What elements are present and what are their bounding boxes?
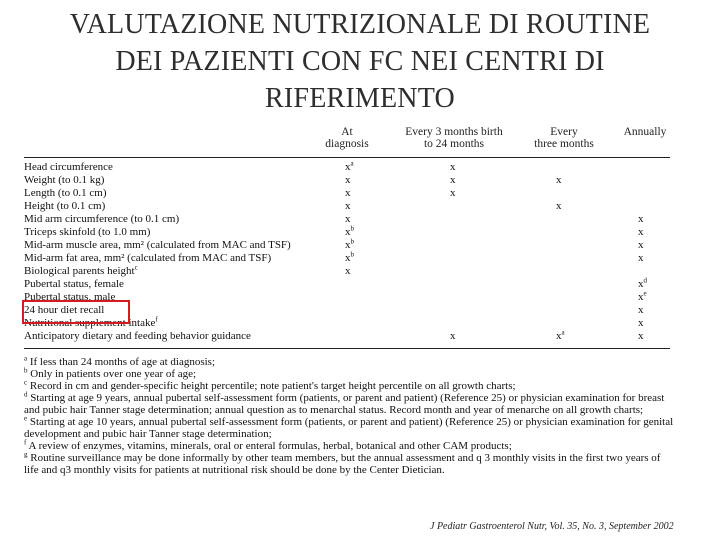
table-row — [24, 161, 670, 174]
table-row — [24, 174, 670, 187]
footnote-marker: f — [24, 438, 27, 447]
footnote-line: development and pubic hair Tanner stage determination; — [24, 428, 272, 440]
table-cell-mark: x — [556, 174, 562, 186]
footnote-marker: d — [24, 390, 28, 399]
row-label: Mid-arm muscle area, mm² (calculated from MAC and TSF) — [24, 239, 291, 251]
table-cell-mark: x — [450, 161, 456, 173]
table-cell-mark: x — [638, 239, 644, 251]
footnote-marker: f — [155, 315, 158, 324]
table-cell-mark: x — [638, 226, 644, 238]
footnote-marker: c — [134, 263, 138, 272]
table-cell-mark: $x^b$ — [345, 237, 354, 251]
table-cell-mark: x — [638, 317, 644, 329]
table-cell-mark: x — [345, 187, 351, 199]
row-label: Weight (to 0.1 kg) — [24, 174, 105, 186]
row-label: 24 hour diet recall — [24, 304, 105, 316]
title-line-2: DEI PAZIENTI CON FC NEI CENTRI DI — [115, 46, 605, 77]
footnote-marker: d — [643, 276, 647, 285]
journal-citation: J Pediatr Gastroenterol Nutr, Vol. 35, No. 3, September 2002 — [430, 521, 674, 532]
footnote-line: $^g$ Routine surveillance may be done informally by other team members, but the annual assessment and q 3 monthly visits in the first two years of — [24, 450, 661, 464]
table-cell-mark: x — [638, 330, 644, 342]
footnote-line: $^d$ Starting at age 9 years, annual pubertal self-assessment form (patients, or parent and patient) (Reference 25) or physician examination for breast — [24, 390, 665, 404]
row-label: Pubertal status, male — [24, 291, 116, 303]
table-cell-mark: x — [638, 213, 644, 225]
table-cell-mark: $x^a$ — [556, 328, 565, 342]
table-row — [24, 200, 670, 213]
footnote-line: $^a$ If less than 24 months of age at diagnosis; — [24, 354, 215, 368]
footnote-marker: b — [350, 224, 354, 233]
table-cell-mark: $x^d$ — [638, 276, 647, 290]
row-label: Biological parents height$^c$ — [24, 263, 138, 277]
row-label: Head circumference — [24, 161, 113, 173]
title-line-1: VALUTAZIONE NUTRIZIONALE DI ROUTINE — [69, 9, 651, 40]
col-header-every-three-months: Every three months — [534, 126, 594, 150]
footnote-marker: b — [350, 250, 354, 259]
footnote-marker: a — [350, 159, 354, 168]
row-label: Mid arm circumference (to 0.1 cm) — [24, 213, 180, 225]
slide-title — [0, 6, 720, 117]
table-top-rule — [24, 157, 670, 158]
footnote-marker: a — [561, 328, 565, 337]
row-label: Anticipatory dietary and feeding behavior guidance — [24, 330, 251, 342]
footnote-line: life and q3 monthly visits for patients at nutritional risk should be done by the Center Dietician. — [24, 464, 445, 476]
footnote-marker: a — [24, 354, 28, 363]
table-cell-mark: x — [556, 200, 562, 212]
row-label: Length (to 0.1 cm) — [24, 187, 107, 199]
row-label: Triceps skinfold (to 1.0 mm) — [24, 226, 151, 238]
col-header-every-3-months-birth: Every 3 months birth to 24 months — [405, 126, 503, 150]
table-cell-mark: x — [450, 330, 456, 342]
table-footnotes — [24, 354, 674, 476]
table-row — [24, 226, 670, 239]
col-header-at-diagnosis: At diagnosis — [325, 126, 369, 150]
table-cell-mark: x — [638, 304, 644, 316]
table-row — [24, 330, 670, 343]
footnote-marker: e — [643, 289, 647, 298]
footnote-marker: c — [24, 378, 28, 387]
row-label: Nutritional supplement intake$^f$ — [24, 315, 158, 329]
table-cell-mark: $x^b$ — [345, 250, 354, 264]
table-row — [24, 252, 670, 265]
footnote-marker: g — [24, 450, 28, 459]
col-header-annually: Annually — [623, 126, 667, 138]
footnote-line: $^e$ Starting at age 10 years, annual pubertal self-assessment form (patients, or parent and patient) (Reference 25) or physician examination for genital — [24, 414, 674, 428]
table-cell-mark: x — [638, 252, 644, 264]
table-cell-mark: $x^b$ — [345, 224, 354, 238]
footnote-line: and pubic hair Tanner stage determination; annual question as to menarchal status. Record month and year of menarche on all growth charts; — [24, 404, 644, 416]
table-bottom-rule — [24, 348, 670, 349]
table-cell-mark: $x^e$ — [638, 289, 647, 303]
table-row — [24, 265, 670, 278]
table-cell-mark: x — [345, 213, 351, 225]
footnote-marker: e — [24, 414, 28, 423]
table-cell-mark: x — [345, 174, 351, 186]
diet-recall-highlight-box — [22, 300, 130, 324]
title-line-3: RIFERIMENTO — [265, 83, 455, 114]
table-cell-mark: x — [345, 265, 351, 277]
table-row — [24, 187, 670, 200]
table-cell-mark: $x^a$ — [345, 159, 354, 173]
table-row — [24, 278, 670, 291]
table-row — [24, 213, 670, 226]
footnote-line: $^b$ Only in patients over one year of age; — [24, 366, 197, 380]
footnote-marker: b — [350, 237, 354, 246]
table-cell-mark: x — [450, 174, 456, 186]
row-label: Height (to 0.1 cm) — [24, 200, 106, 212]
row-label: Mid-arm fat area, mm² (calculated from MAC and TSF) — [24, 252, 272, 264]
footnote-line: $^c$ Record in cm and gender-specific height percentile; note patient's target height percentile on all growth charts; — [24, 378, 516, 392]
table-row — [24, 239, 670, 252]
row-label: Pubertal status, female — [24, 278, 124, 290]
footnote-marker: b — [24, 366, 28, 375]
table-cell-mark: x — [450, 187, 456, 199]
table-cell-mark: x — [345, 200, 351, 212]
footnote-line: $^f$ A review of enzymes, vitamins, minerals, oral or enteral formulas, herbal, botanical and other CAM products; — [24, 438, 512, 452]
